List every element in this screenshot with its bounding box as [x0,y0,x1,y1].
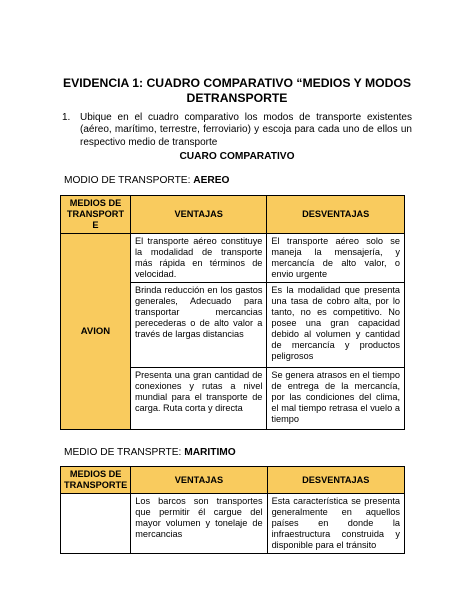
header-ventajas: VENTAJAS [130,196,266,234]
mode-label-value: MARITIMO [184,447,236,458]
mode-label-value: AEREO [193,175,230,186]
table-row [61,234,405,283]
header-medios: MEDIOS DE TRANSPORT E [61,196,131,234]
header-medios: MEDIOS DE TRANSPORTE [61,467,131,494]
header-desventajas: DESVENTAJAS [267,467,404,494]
ventaja-cell: Los barcos son transportes que permitir él cargue del mayor volumen y tonelaje de mercancias [131,494,267,554]
header-ventajas: VENTAJAS [131,467,267,494]
mode-label-text: MODIO DE TRANSPORTE: [64,175,194,186]
document-title: EVIDENCIA 1: CUADRO COMPARATIVO “MEDIOS Y MODOS DETRANSPORTE [62,76,412,105]
comparison-table-maritimo [60,466,405,554]
transport-mode-label-aereo [64,175,229,186]
ventaja-cell: Presenta una gran cantidad de conexiones y rutas a nivel mundial para el transporte de carga. Ruta corta y directa [130,368,266,430]
comparison-table-aereo [60,195,405,430]
table-header-row [61,467,405,494]
ventaja-cell: Brinda reducción en los gastos generales, Adecuado para transportar mercancias perecederas o de alto valor a través de largas distancias [130,283,266,368]
mode-label-text: MEDIO DE TRANSPRTE: [64,447,185,458]
instruction-number: 1. [62,112,71,123]
medio-avion-cell: AVION [61,234,131,430]
desventaja-cell: El transporte aéreo solo se maneja la mensajería, y mercancía de alto valor, o envio urgente [267,234,405,283]
table-row [61,494,405,554]
instruction-item [62,112,412,149]
desventaja-cell: Se genera atrasos en el tiempo de entrega de la mercancía, por las condiciones del clima, el mal tiempo retrasa el vuelo a tiempo [267,368,405,430]
instruction-text: Ubique en el cuadro comparativo los modos de transporte existentes (aéreo, marítimo, terrestre, ferroviario) y escoja para cada uno de ellos un respectivo medio de transporte [80,112,412,148]
desventaja-cell: Es la modalidad que presenta una tasa de cobro alta, por lo tanto, no es competitivo. No posee una gran capacidad debido al volumen y cantidad de mercancía y productos peligrosos [267,283,405,368]
medio-empty-cell [61,494,131,554]
table-header-row [61,196,405,234]
section-subtitle: CUARO COMPARATIVO [179,151,295,162]
header-desventajas: DESVENTAJAS [267,196,405,234]
ventaja-cell: El transporte aéreo constituye la modalidad de transporte más rápida en términos de velocidad. [130,234,266,283]
desventaja-cell: Esta característica se presenta generalmente en aquellos países en donde la infraestructura construida y disponible para el tránsito [267,494,404,554]
transport-mode-label-maritimo [64,447,236,458]
